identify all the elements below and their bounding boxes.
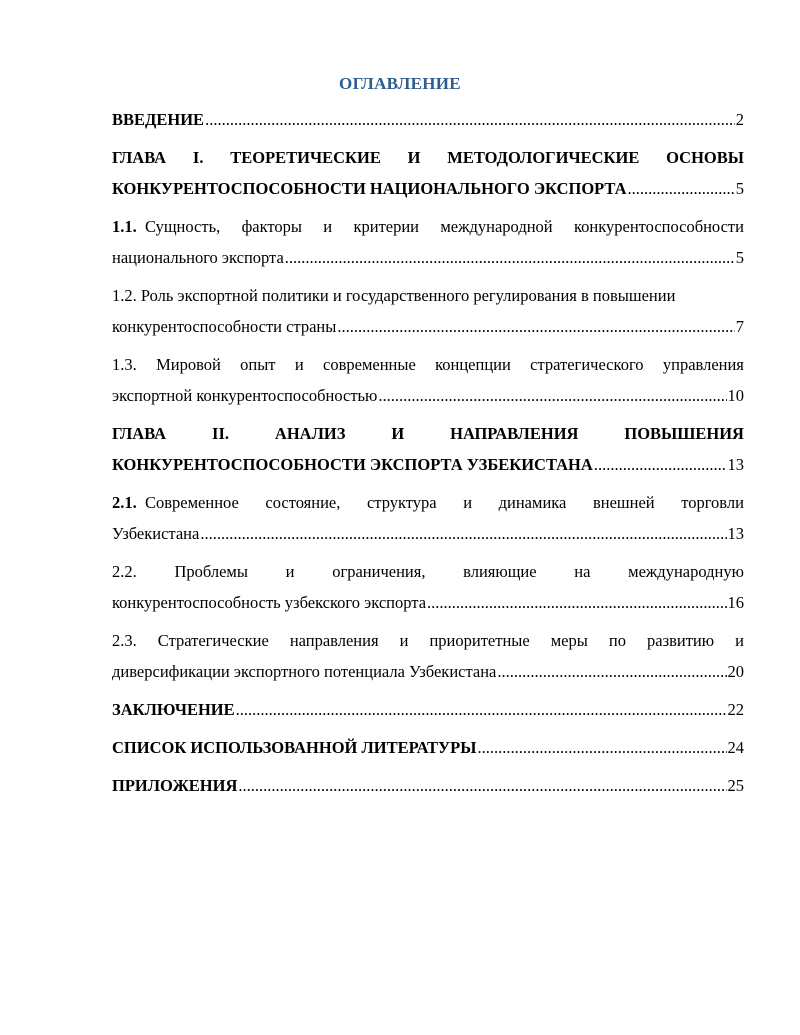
toc-page-number: 13 xyxy=(727,455,744,474)
toc-entry-title-line-1 xyxy=(112,142,744,173)
dot-leader xyxy=(628,173,735,204)
toc-entry-title-line-1 xyxy=(112,556,744,587)
toc-title: ОГЛАВЛЕНИЕ xyxy=(339,74,461,93)
toc-word: динамика xyxy=(498,493,567,512)
toc-word: ОСНОВЫ xyxy=(666,148,744,167)
toc-word: концепции xyxy=(435,355,511,374)
toc-entry-title: ВВЕДЕНИЕ xyxy=(112,110,205,129)
toc-entry-title-line-1 xyxy=(112,487,744,518)
toc-entry-title-line-2: конкурентоспособности страны xyxy=(112,317,337,336)
toc-page-number: 24 xyxy=(727,738,744,757)
toc-entry-title-line-2: конкурентоспособность узбекского экспорта xyxy=(112,593,427,612)
toc-word: Проблемы xyxy=(174,562,248,581)
toc-entry-title-line-1 xyxy=(112,625,744,656)
toc-word: развитию xyxy=(647,631,715,650)
toc-word: меры xyxy=(550,631,588,650)
toc-word: на xyxy=(574,562,591,581)
toc-word: управления xyxy=(662,355,744,374)
toc-page-number: 22 xyxy=(727,700,744,719)
toc-word: и xyxy=(735,631,744,650)
toc-entry-references xyxy=(112,732,744,763)
toc-page-number: 13 xyxy=(727,524,744,543)
toc-word: И xyxy=(391,424,405,443)
toc-word: опыт xyxy=(240,355,276,374)
toc-page-number: 20 xyxy=(727,662,744,681)
dot-leader xyxy=(427,587,726,618)
toc-word: и xyxy=(285,562,295,581)
toc-word: МЕТОДОЛОГИЧЕСКИЕ xyxy=(447,148,640,167)
toc-word: направления xyxy=(289,631,379,650)
dot-leader xyxy=(594,449,727,480)
toc-entry-title-line-2: Узбекистана xyxy=(112,524,200,543)
toc-word: ГЛАВА xyxy=(112,148,167,167)
toc-page-number: 16 xyxy=(727,593,744,612)
toc-word: структура xyxy=(366,493,437,512)
toc-entry-section-2-3 xyxy=(112,625,744,687)
toc-word: АНАЛИЗ xyxy=(274,424,346,443)
toc-entry-introduction xyxy=(112,104,744,135)
toc-word: международную xyxy=(628,562,744,581)
toc-entry-appendices xyxy=(112,770,744,801)
toc-word: Мировой xyxy=(156,355,221,374)
toc-entry-section-1-3 xyxy=(112,349,744,411)
toc-entry-title: ЗАКЛЮЧЕНИЕ xyxy=(112,700,235,719)
toc-word: и xyxy=(399,631,409,650)
toc-word: Современное xyxy=(145,493,239,512)
toc-entry-title-line-2: КОНКУРЕНТОСПОСОБНОСТИ НАЦИОНАЛЬНОГО ЭКСПОРТА xyxy=(112,179,627,198)
toc-section-number: 1.1. xyxy=(112,217,137,236)
toc-word: критерии xyxy=(353,217,420,236)
toc-entry-chapter-1 xyxy=(112,142,744,204)
dot-leader xyxy=(205,104,735,135)
toc-page-number: 25 xyxy=(727,776,744,795)
toc-word: Сущность, xyxy=(145,217,221,236)
toc-word: II. xyxy=(212,424,229,443)
toc-word: 2.3. xyxy=(112,631,137,650)
toc-entry-title-line-1 xyxy=(112,349,744,380)
dot-leader xyxy=(238,770,726,801)
toc-entry-title-line-2: диверсификации экспортного потенциала Узбекистана xyxy=(112,662,497,681)
toc-word: и xyxy=(323,217,333,236)
toc-word: по xyxy=(608,631,626,650)
dot-leader xyxy=(236,694,727,725)
toc-page-number: 7 xyxy=(735,317,744,336)
toc-page-number: 10 xyxy=(727,386,744,405)
dot-leader xyxy=(378,380,726,411)
toc-word: Стратегические xyxy=(157,631,269,650)
toc-word: 1.3. xyxy=(112,355,137,374)
toc-entry-title-line-1 xyxy=(112,418,744,449)
toc-word: факторы xyxy=(241,217,302,236)
toc-word: влияющие xyxy=(463,562,537,581)
dot-leader xyxy=(477,732,726,763)
toc-word: и xyxy=(463,493,473,512)
toc-word: I. xyxy=(192,148,204,167)
toc-entry-section-1-2 xyxy=(112,280,744,342)
toc-word: международной xyxy=(440,217,553,236)
toc-page-number: 2 xyxy=(735,110,744,129)
toc-word: приоритетные xyxy=(429,631,530,650)
dot-leader xyxy=(337,311,734,342)
toc-entry-section-1-1 xyxy=(112,211,744,273)
toc-entry-title-line-2: экспортной конкурентоспособностью xyxy=(112,386,378,405)
toc-word: торговли xyxy=(681,493,744,512)
toc-word: стратегического xyxy=(530,355,644,374)
toc-word: ограничения, xyxy=(332,562,426,581)
toc-entry-section-2-2 xyxy=(112,556,744,618)
toc-entry-section-2-1 xyxy=(112,487,744,549)
toc-entry-title-line-1: 1.2. Роль экспортной политики и государственного регулирования в повышении xyxy=(112,286,676,305)
toc-entry-conclusion xyxy=(112,694,744,725)
dot-leader xyxy=(200,518,726,549)
toc-page-number: 5 xyxy=(735,248,744,267)
toc-word: ГЛАВА xyxy=(112,424,167,443)
toc-page-number: 5 xyxy=(735,179,744,198)
toc-entry-title: ПРИЛОЖЕНИЯ xyxy=(112,776,238,795)
toc-word: ПОВЫШЕНИЯ xyxy=(624,424,744,443)
toc-word: ТЕОРЕТИЧЕСКИЕ xyxy=(230,148,381,167)
toc-entry-title: СПИСОК ИСПОЛЬЗОВАННОЙ ЛИТЕРАТУРЫ xyxy=(112,738,477,757)
toc-word: 2.2. xyxy=(112,562,137,581)
toc-section-number: 2.1. xyxy=(112,493,137,512)
toc-word: НАПРАВЛЕНИЯ xyxy=(450,424,579,443)
table-of-contents xyxy=(112,104,744,801)
toc-entry-chapter-2 xyxy=(112,418,744,480)
toc-word: внешней xyxy=(592,493,655,512)
toc-word: конкурентоспособности xyxy=(573,217,744,236)
toc-word: И xyxy=(407,148,421,167)
toc-entry-title-line-1 xyxy=(112,211,744,242)
toc-word: современные xyxy=(323,355,416,374)
dot-leader xyxy=(285,242,735,273)
toc-entry-title-line-2: КОНКУРЕНТОСПОСОБНОСТИ ЭКСПОРТА УЗБЕКИСТАНА xyxy=(112,455,593,474)
toc-entry-title-line-2: национального экспорта xyxy=(112,248,284,267)
dot-leader xyxy=(497,656,726,687)
toc-word: состояние, xyxy=(265,493,341,512)
toc-word: и xyxy=(294,355,304,374)
